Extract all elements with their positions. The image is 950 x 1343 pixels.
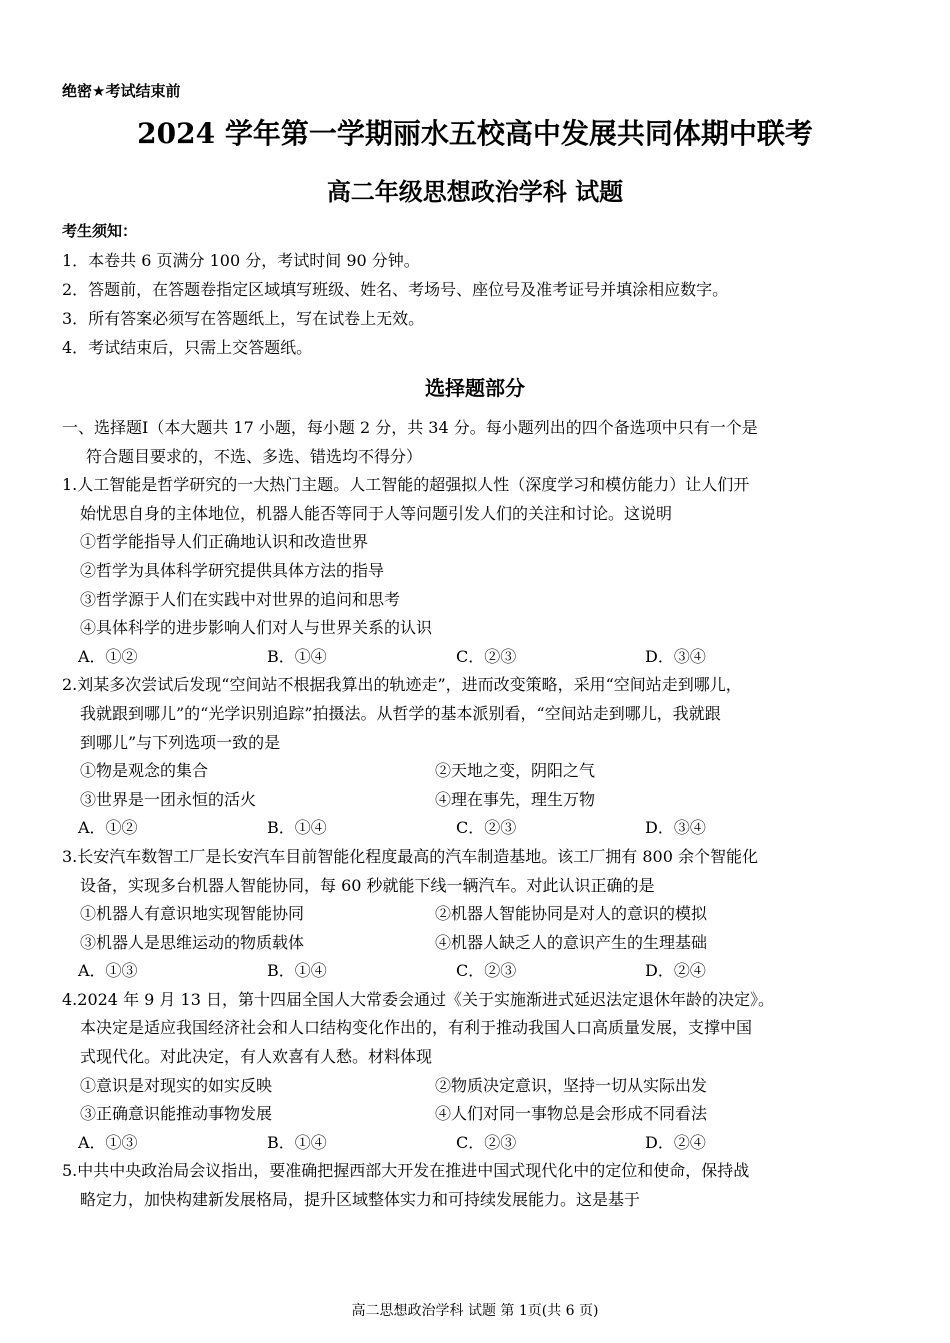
question-stem-line: 1.人工智能是哲学研究的一大热门主题。人工智能的超强拟人性（深度学习和模仿能力）让人们开 [62,475,750,495]
question-stem-line: 我就跟到哪儿”的“光学识别追踪”拍摄法。从哲学的基本派别看，“空间站走到哪儿，我就跟 [80,703,721,723]
question-stem-line: 到哪儿”与下列选项一致的是 [80,732,281,752]
statement: ④机器人缺乏人的意识产生的生理基础 [435,932,708,952]
option-a: A．①③ [78,961,138,981]
statement: ①意识是对现实的如实反映 [80,1075,273,1095]
question-stem-line: 4.2024 年 9 月 13 日，第十四届全国人大常委会通过《关于实施渐进式延迟法定退休年龄的决定》。 [62,989,774,1009]
statement: ④人们对同一事物总是会形成不同看法 [435,1104,708,1124]
statement: ②物质决定意识，坚持一切从实际出发 [435,1075,708,1095]
option-d: D．②④ [645,961,706,981]
question-stem-line: 始忧思自身的主体地位，机器人能否等同于人等问题引发人们的关注和讨论。这说明 [80,503,673,523]
notice-heading: 考生须知： [62,222,138,240]
option-a: A．①② [78,818,138,838]
statement: ③世界是一团永恒的活火 [80,789,257,809]
question-stem-line: 式现代化。对此决定，有人欢喜有人愁。材料体现 [80,1047,433,1067]
option-d: D．③④ [645,818,706,838]
question-stem-line: 略定力，加快构建新发展格局，提升区域整体实力和可持续发展能力。这是基于 [80,1190,641,1210]
question-2 [62,671,892,843]
section-instruction: 符合题目要求的，不选、多选、错选均不得分） [86,446,423,466]
option-b: B．①④ [267,646,327,666]
statement-pair [62,929,892,958]
statement: ④理在事先，理生万物 [435,789,596,809]
question-3 [62,843,892,986]
exam-subtitle: 高二年级思想政治学科 试题 [326,177,624,206]
option-a: A．①③ [78,1132,138,1152]
option-c: C．②③ [456,1132,517,1152]
statement: ②天地之变，阴阳之气 [435,761,596,781]
option-a: A．①② [78,646,138,666]
question-stem-line: 本决定是适应我国经济社会和人口结构变化作出的，有利于推动我国人口高质量发展，支撑中国 [80,1018,753,1038]
page-footer: 高二思想政治学科 试题 第 1页(共 6 页) [351,1303,599,1319]
section-instruction: 一、选择题Ⅰ（本大题共 17 小题，每小题 2 分，共 34 分。每小题列出的四个备选项中只有一个是 [62,418,758,437]
statement-pair [62,786,892,815]
option-b: B．①④ [267,1132,327,1152]
statement: ④具体科学的进步影响人们对人与世界关系的认识 [80,618,433,638]
answer-options [62,643,892,672]
answer-options [62,1129,892,1158]
option-b: B．①④ [267,818,327,838]
notice-item: 3．所有答案必须写在答题纸上，写在试卷上无效。 [62,309,425,328]
statement-pair [62,1100,892,1129]
question-1 [62,471,892,671]
statement: ①机器人有意识地实现智能协同 [80,904,305,924]
statement: ②哲学为具体科学研究提供具体方法的指导 [80,560,385,580]
statement: ①哲学能指导人们正确地认识和改造世界 [80,532,369,552]
statement: ①物是观念的集合 [80,761,209,781]
option-d: D．②④ [645,1132,706,1152]
question-stem-line: 3.长安汽车数智工厂是长安汽车目前智能化程度最高的汽车制造基地。该工厂拥有 800 余个智能化 [62,846,758,866]
statement: ③正确意识能推动事物发展 [80,1104,273,1124]
option-b: B．①④ [267,961,327,981]
answer-options [62,957,892,986]
notice-item: 2．答题前，在答题卷指定区域填写班级、姓名、考场号、座位号及准考证号并填涂相应数字。 [62,280,729,299]
exam-title: 2024 学年第一学期丽水五校高中发展共同体期中联考 [137,117,813,150]
question-4 [62,986,892,1158]
question-stem-line: 5.中共中央政治局会议指出，要准确把握西部大开发在推进中国式现代化中的定位和使命，保持战 [62,1161,750,1181]
option-d: D．③④ [645,646,706,666]
statement-pair [62,1072,892,1101]
answer-options [62,814,892,843]
notice-item: 4．考试结束后，只需上交答题纸。 [62,338,313,357]
option-c: C．②③ [456,646,517,666]
statement-pair [62,900,892,929]
statement: ②机器人智能协同是对人的意识的模拟 [435,904,708,924]
notice-item: 1．本卷共 6 页满分 100 分，考试时间 90 分钟。 [62,251,420,270]
option-c: C．②③ [456,961,517,981]
question-stem-line: 设备，实现多台机器人智能协同，每 60 秒就能下线一辆汽车。对此认识正确的是 [80,875,655,895]
notice-list [62,246,902,362]
statement-pair [62,757,892,786]
option-c: C．②③ [456,818,517,838]
section-title: 选择题部分 [425,376,525,400]
statement: ③机器人是思维运动的物质载体 [80,932,305,952]
question-5 [62,1157,892,1214]
secret-label: 绝密★考试结束前 [62,82,181,100]
question-stem-line: 2.刘某多次尝试后发现“空间站不根据我算出的轨迹走”，进而改变策略，采用“空间站走到哪儿， [62,675,742,695]
statement: ③哲学源于人们在实践中对世界的追问和思考 [80,589,401,609]
questions-area [62,414,892,1215]
